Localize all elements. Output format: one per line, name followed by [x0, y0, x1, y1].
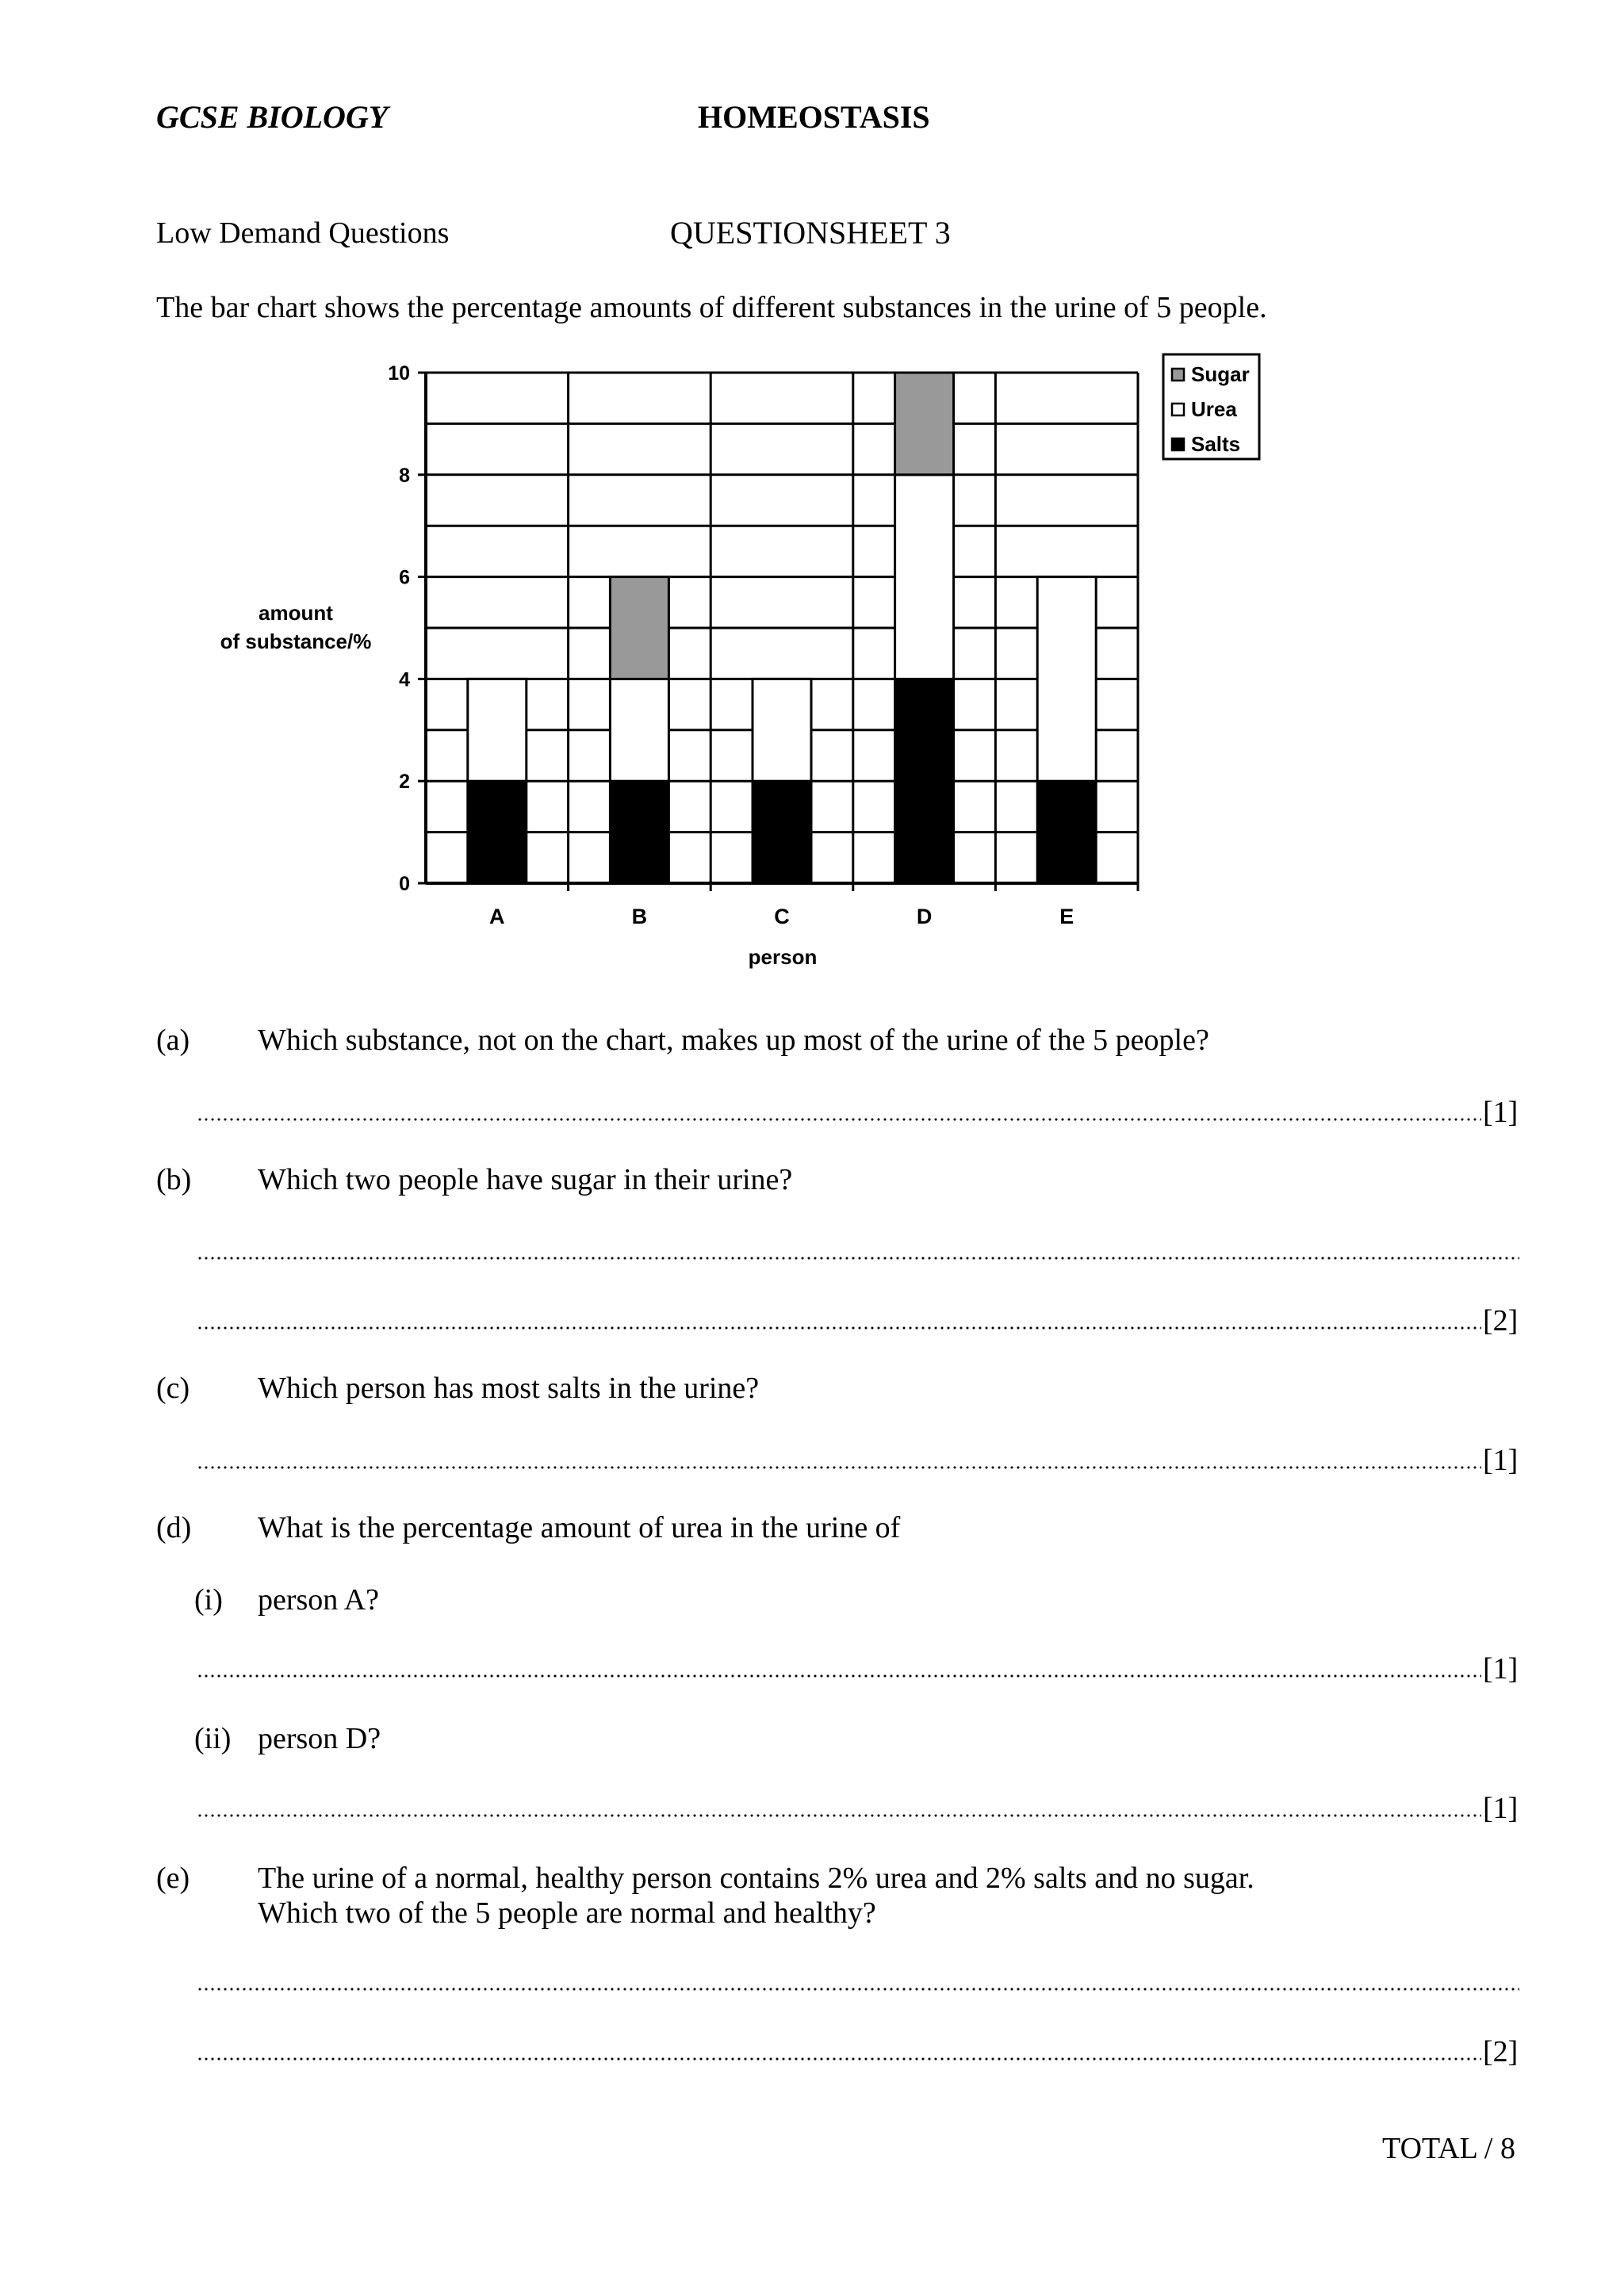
bar-urea-A: [468, 679, 527, 781]
question-e-text-line1: The urine of a normal, healthy person contains 2% urea and 2% salts and no sugar.: [258, 1862, 1254, 1895]
topic-title: HOMEOSTASIS: [698, 99, 930, 135]
bar-urea-C: [753, 679, 811, 781]
y-tick-label: 8: [399, 464, 410, 487]
answer-line-c[interactable]: [197, 1466, 1481, 1469]
question-b-letter: (b): [156, 1163, 192, 1196]
mark-d-i: [1]: [1483, 1652, 1519, 1686]
question-d-ii-letter: (ii): [194, 1722, 232, 1755]
question-e-letter: (e): [156, 1862, 190, 1895]
question-a-text: Which substance, not on the chart, makes up most of the urine of the 5 people?: [258, 1024, 1209, 1057]
y-tick-label: 2: [399, 771, 410, 794]
mark-e: [2]: [1483, 2035, 1519, 2068]
x-tick-label: E: [1059, 905, 1074, 928]
legend-swatch-urea: [1172, 404, 1184, 415]
answer-line-e1[interactable]: [197, 1988, 1519, 1991]
y-tick-label: 0: [399, 873, 410, 895]
question-d-text: What is the percentage amount of urea in the urine of: [258, 1511, 901, 1544]
x-axis-label: person: [748, 945, 818, 969]
mark-d-ii: [1]: [1483, 1792, 1519, 1825]
bar-urea-E: [1037, 577, 1096, 782]
question-d-letter: (d): [156, 1511, 192, 1544]
subject-title: GCSE BIOLOGY: [156, 99, 389, 135]
x-tick-label: A: [489, 905, 505, 928]
legend-swatch-sugar: [1172, 369, 1184, 381]
y-axis-label-line2: of substance/%: [220, 629, 372, 653]
mark-b: [2]: [1483, 1304, 1519, 1337]
x-tick-label: D: [916, 905, 933, 928]
y-tick-label: 6: [399, 566, 410, 589]
answer-line-d-ii[interactable]: [197, 1814, 1481, 1817]
x-tick-label: C: [774, 905, 790, 928]
questionsheet-title: QUESTIONSHEET 3: [670, 215, 951, 251]
answer-line-b1[interactable]: [197, 1257, 1519, 1260]
mark-c: [1]: [1483, 1444, 1519, 1477]
legend-swatch-salts: [1172, 438, 1184, 450]
bar-salts-D: [895, 679, 954, 883]
x-tick-label: B: [631, 905, 648, 928]
bar-sugar-B: [610, 577, 668, 679]
question-b-text: Which two people have sugar in their urine?: [258, 1163, 793, 1196]
bar-urea-B: [610, 679, 668, 781]
answer-line-a[interactable]: [197, 1118, 1481, 1121]
y-tick-label: 4: [399, 668, 410, 691]
answer-line-e2[interactable]: [197, 2057, 1481, 2061]
bar-urea-D: [895, 475, 954, 679]
mark-a: [1]: [1483, 1096, 1519, 1129]
question-c-text: Which person has most salts in the urine?: [258, 1372, 760, 1405]
question-c-letter: (c): [156, 1372, 190, 1405]
legend-label-salts: Salts: [1191, 432, 1241, 456]
question-a-letter: (a): [156, 1024, 190, 1057]
bar-salts-E: [1037, 781, 1096, 883]
bar-salts-C: [753, 781, 811, 883]
chart-legend: [1163, 354, 1259, 459]
question-d-ii-text: person D?: [258, 1722, 381, 1755]
question-e-text-line2: Which two of the 5 people are normal and healthy?: [258, 1896, 876, 1930]
stacked-bar-chart: [0, 0, 1624, 999]
legend-label-sugar: Sugar: [1191, 362, 1250, 386]
y-tick-label: 10: [388, 362, 410, 385]
question-d-i-text: person A?: [258, 1583, 380, 1617]
bar-salts-B: [610, 781, 668, 883]
demand-level: Low Demand Questions: [156, 216, 450, 250]
total-marks: TOTAL / 8: [1382, 2132, 1515, 2165]
legend-label-urea: Urea: [1191, 397, 1237, 421]
answer-line-b2[interactable]: [197, 1326, 1481, 1330]
bar-sugar-D: [895, 373, 954, 475]
y-axis-label-line1: amount: [259, 601, 333, 625]
answer-line-d-i[interactable]: [197, 1674, 1481, 1678]
bar-salts-A: [468, 781, 527, 883]
question-d-i-letter: (i): [194, 1583, 223, 1617]
intro-text: The bar chart shows the percentage amounts of different substances in the urine of 5 people.: [156, 291, 1267, 324]
